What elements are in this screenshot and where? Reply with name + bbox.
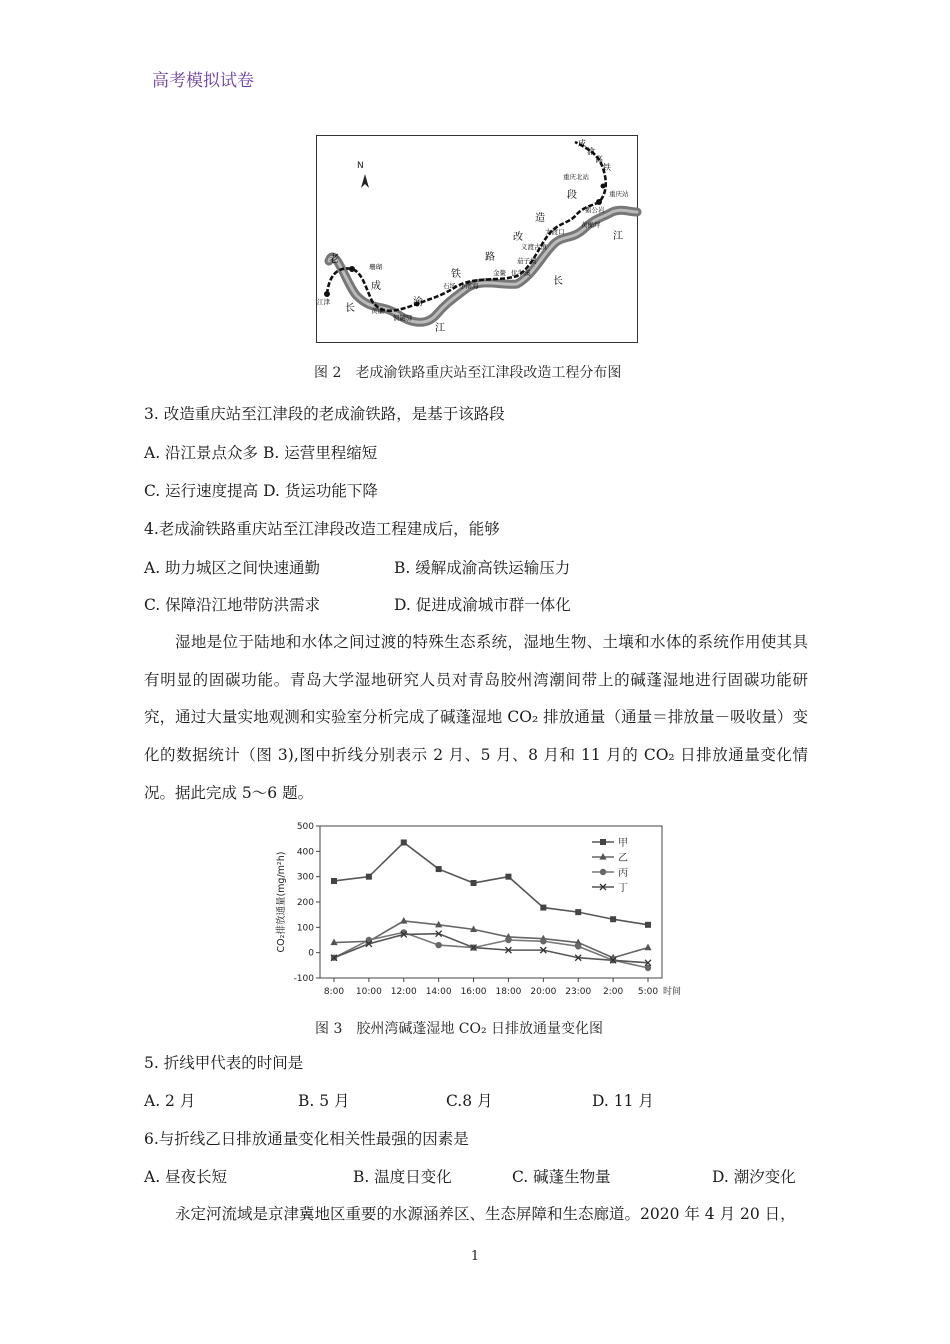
data-point — [435, 942, 441, 948]
map-label: 铜罐驿 — [393, 314, 413, 322]
q5-stem: 5. 折线甲代表的时间是 — [144, 1054, 304, 1072]
q6-option-b: B. 温度日变化 — [353, 1168, 452, 1186]
map-label: 路 — [485, 252, 495, 263]
data-point — [401, 839, 407, 845]
data-point — [610, 916, 616, 922]
x-tick-label: 20:00 — [530, 987, 557, 997]
q3-option-ab: A. 沿江景点众多 B. 运营里程缩短 — [144, 444, 378, 462]
data-point — [400, 917, 407, 924]
data-point — [540, 938, 546, 944]
x-tick-label: 2:00 — [603, 987, 624, 997]
station-dot — [349, 266, 355, 272]
q4-option-c: C. 保障沿江地带防洪需求 — [144, 596, 321, 614]
data-point — [599, 853, 606, 860]
x-axis-label: 时间 — [663, 987, 682, 997]
x-tick-label: 12:00 — [390, 987, 417, 997]
map-label: 高 — [595, 155, 603, 164]
map-label: 铁 — [451, 269, 461, 280]
series-line-1 — [334, 842, 648, 924]
north-arrow-icon — [357, 161, 369, 188]
q4-option-b: B. 缓解成渝高铁运输压力 — [394, 559, 571, 577]
x-tick-label: 18:00 — [495, 987, 522, 997]
map-label: 义渡古镇 — [521, 243, 547, 251]
map-label: 段 — [567, 190, 577, 201]
q5-option-c: C.8 月 — [446, 1092, 493, 1110]
y-tick-label: -100 — [293, 974, 314, 984]
q4-option-d: D. 促进成渝城市群一体化 — [394, 596, 571, 614]
map-label: 重庆站 — [609, 190, 629, 198]
map-label: 铁 — [603, 163, 611, 172]
legend-label: 丙 — [618, 868, 628, 879]
x-tick-label: 16:00 — [460, 987, 487, 997]
map-label: 渝 — [587, 147, 595, 156]
map-label: 江津 — [317, 298, 330, 306]
data-point — [644, 944, 651, 951]
map-label: 伏牛溪 — [511, 269, 531, 277]
x-tick-label: 14:00 — [425, 987, 452, 997]
q3-stem: 3. 改造重庆站至江津段的老成渝铁路，是基于该路段 — [144, 405, 505, 423]
x-tick-label: 8:00 — [323, 987, 345, 997]
map-label: 小南海 — [459, 282, 479, 290]
data-point — [575, 943, 581, 949]
station-chongqing-north-dot — [601, 184, 606, 189]
railway-map — [316, 135, 638, 343]
map-label: 石场 — [443, 282, 456, 290]
map-label: 珊瑚 — [369, 263, 382, 271]
legend-label: 乙 — [618, 853, 628, 864]
data-point — [366, 874, 372, 880]
map-caption: 图 2 老成渝铁路重庆站至江津段改造工程分布图 — [314, 365, 622, 381]
data-point — [331, 878, 337, 884]
map-label: 重庆北站 — [563, 173, 589, 181]
map-label: 改 — [513, 232, 523, 243]
series-line-2 — [334, 921, 648, 958]
chart-caption: 图 3 胶州湾碱蓬湿地 CO₂ 日排放通量变化图 — [315, 1021, 604, 1037]
q5-option-d: D. 11 月 — [592, 1092, 654, 1110]
y-tick-label: 500 — [296, 822, 314, 832]
map-label: 鹅公岩 — [585, 206, 605, 214]
data-point — [471, 880, 477, 886]
y-tick-label: 0 — [308, 948, 314, 959]
plot-frame — [320, 826, 662, 978]
q6-option-c: C. 碱蓬生物量 — [512, 1168, 611, 1186]
railway-map-drawing — [317, 136, 637, 342]
y-tick-label: 200 — [296, 898, 314, 908]
legend-label: 丁 — [618, 883, 628, 894]
legend-label: 甲 — [618, 838, 628, 849]
passage-wetland: 湿地是位于陆地和水体之间过渡的特殊生态系统，湿地生物、土壤和水体的系统作用使其具有明显的固碳功能。青岛大学湿地研究人员对青岛胶州湾潮间带上的碱蓬湿地进行固碳功能研究，通过大量实地观测和实验室分析完成了碱蓬湿地 CO₂ 排放通量（通量＝排放量－吸收量）变化的数据统计（图 3),图中折线分别表示 2 月、5 月、8 月和 11 月的 CO₂ 日排放通量变化情况。据此完成 5～6 题。 — [144, 633, 808, 802]
y-axis-label: CO₂排放通量(mg/m²h) — [276, 851, 287, 953]
map-label: 造 — [535, 213, 545, 224]
station-jiangjin-dot — [324, 291, 330, 297]
passage-yongding: 永定河流域是京津冀地区重要的水源涵养区、生态屏障和生态廊道。2020 年 4 月 20 日， — [175, 1205, 796, 1223]
map-label: 黄谦 — [371, 307, 384, 315]
q4-option-a: A. 助力城区之间快速通勤 — [144, 559, 321, 577]
data-point — [575, 909, 581, 915]
y-tick-label: 100 — [296, 923, 314, 934]
map-label: 成 — [578, 139, 586, 148]
x-tick-label: 5:00 — [637, 987, 659, 997]
q5-option-b: B. 5 月 — [298, 1092, 350, 1110]
map-label: 金鳌 — [493, 269, 506, 277]
x-tick-label: 10:00 — [355, 987, 382, 997]
q6-option-a: A. 昼夜长短 — [144, 1168, 228, 1186]
page-number: 1 — [470, 1249, 480, 1264]
y-tick-label: 300 — [296, 872, 314, 883]
map-label: 黄桷坪 — [581, 221, 601, 229]
data-point — [645, 922, 651, 928]
y-tick-label: 400 — [296, 847, 314, 858]
q6-stem: 6.与折线乙日排放通量变化相关性最强的因素是 — [144, 1130, 469, 1148]
co2-chart-svg — [270, 812, 682, 1006]
data-point — [436, 866, 442, 872]
data-point — [505, 937, 511, 943]
q6-option-d: D. 潮汐变化 — [712, 1168, 796, 1186]
x-tick-label: 23:00 — [565, 987, 592, 997]
series-line-3 — [334, 932, 648, 967]
map-label: 大渡口 — [545, 228, 565, 236]
data-point — [600, 869, 606, 875]
data-point — [540, 905, 546, 911]
map-label: 茄子溪 — [517, 257, 537, 265]
header-title: 高考模拟试卷 — [152, 71, 254, 91]
data-point — [600, 839, 606, 845]
north-label: N — [357, 161, 364, 171]
map-label: 渝 — [413, 297, 423, 308]
map-label: 江 — [435, 323, 445, 334]
data-point — [505, 874, 511, 880]
q5-option-a: A. 2 月 — [144, 1092, 196, 1110]
map-label: 江 — [613, 231, 623, 242]
map-label: 老 — [329, 254, 339, 265]
co2-chart — [270, 812, 682, 1006]
q4-stem: 4.老成渝铁路重庆站至江津段改造工程建成后，能够 — [144, 520, 500, 538]
map-label: 成 — [371, 281, 381, 292]
map-label: 长 — [345, 303, 355, 314]
station-chongqing-dot — [596, 199, 602, 205]
q3-option-cd: C. 运行速度提高 D. 货运功能下降 — [144, 482, 378, 500]
map-label: 长 — [553, 276, 563, 287]
